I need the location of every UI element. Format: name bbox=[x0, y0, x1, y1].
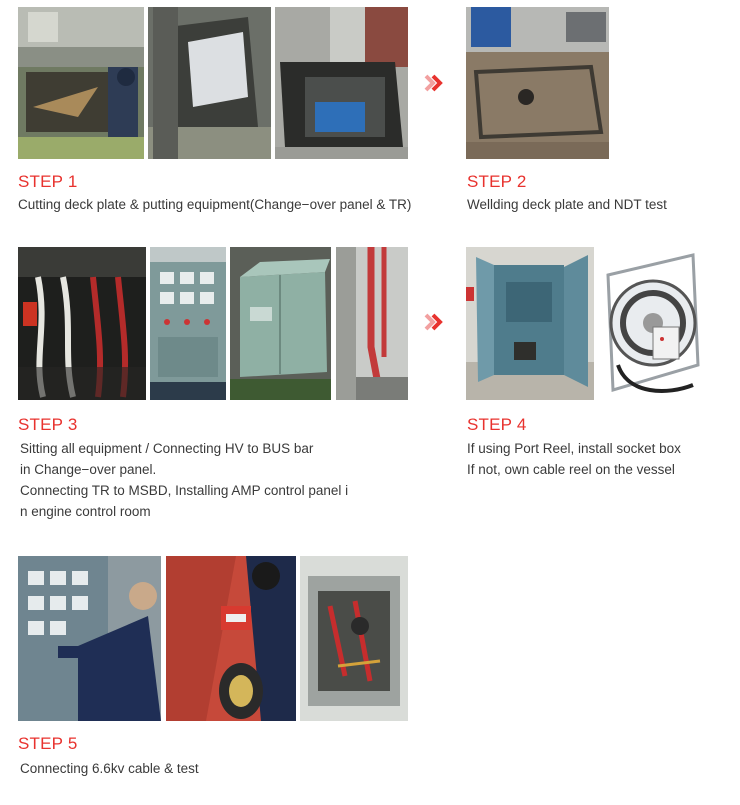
step1-description: Cutting deck plate & putting equipment(Change−over panel & TR) bbox=[18, 197, 412, 212]
step2-description: Wellding deck plate and NDT test bbox=[467, 197, 667, 212]
step2-title: STEP 2 bbox=[467, 172, 527, 191]
step5-photo-operator-panel bbox=[18, 556, 161, 721]
step3-title: STEP 3 bbox=[18, 415, 78, 434]
step1-photo-equipment-in-pit bbox=[275, 7, 408, 159]
step1-photo-deck-cutting bbox=[18, 7, 144, 159]
step5-description: Connecting 6.6kv cable & test bbox=[20, 761, 199, 776]
step3-photo-control-panel bbox=[150, 247, 226, 400]
step4-photo-cable-reel bbox=[598, 245, 706, 402]
step3-description: Sitting all equipment / Connecting HV to BUS bar in Change−over panel. Connecting TR to MSBD, Installing AMP control panel i n engine control room bbox=[20, 441, 349, 519]
double-chevron-right-icon bbox=[423, 311, 445, 333]
step3-photo-hv-cables bbox=[18, 247, 146, 400]
step1-photo-deck-opening bbox=[148, 7, 271, 159]
step4-description: If using Port Reel, install socket box If not, own cable reel on the vessel bbox=[467, 441, 681, 477]
step2-photo-welded-deck bbox=[466, 7, 609, 159]
double-chevron-right-icon bbox=[423, 72, 445, 94]
step5-photo-cable-connection bbox=[166, 556, 296, 721]
step1-title: STEP 1 bbox=[18, 172, 78, 191]
step3-photo-changeover-panel bbox=[230, 247, 331, 400]
step5-title: STEP 5 bbox=[18, 734, 78, 753]
step3-photo-cable-tray bbox=[336, 247, 408, 400]
step4-title: STEP 4 bbox=[467, 415, 527, 434]
step4-photo-socket-box bbox=[466, 247, 594, 400]
step5-photo-terminal-box bbox=[300, 556, 408, 721]
